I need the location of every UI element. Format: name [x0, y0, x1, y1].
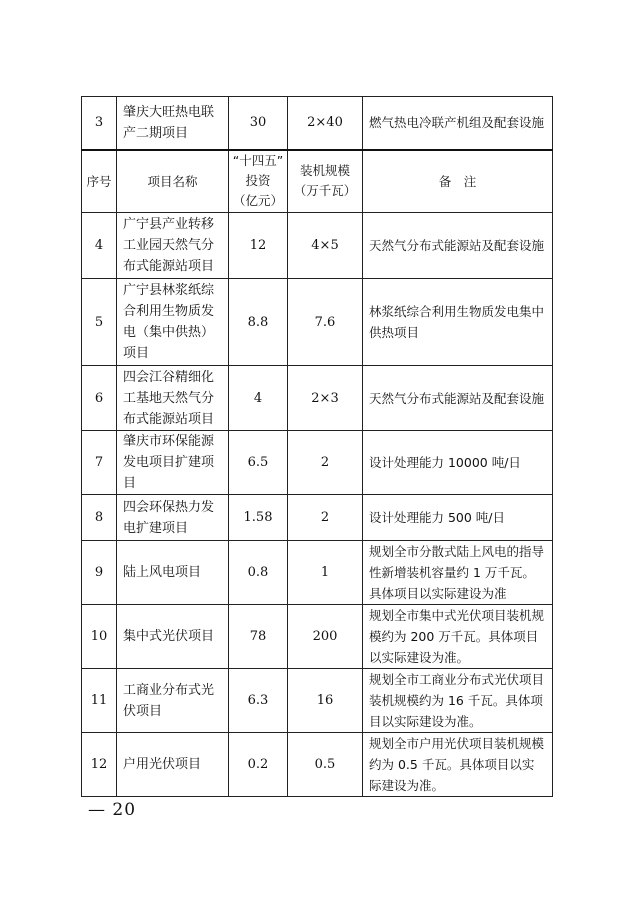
table-row — [82, 279, 553, 366]
row-capacity: 2 — [288, 495, 363, 541]
table-row — [82, 366, 553, 431]
row-capacity: 2×40 — [288, 97, 363, 150]
table-row — [82, 495, 553, 541]
header-investment-line1: “十四五” — [232, 153, 284, 169]
row-remark: 设计处理能力 10000 吨/日 — [363, 431, 553, 495]
header-project-name: 项目名称 — [117, 150, 229, 213]
row-no: 10 — [82, 605, 117, 669]
row-investment: 78 — [229, 605, 288, 669]
row-project-name: 广宁县林浆纸综合利用生物质发电（集中供热）项目 — [117, 279, 229, 366]
row-no: 3 — [82, 97, 117, 150]
row-remark: 天然气分布式能源站及配套设施 — [363, 366, 553, 431]
row-remark: 天然气分布式能源站及配套设施 — [363, 213, 553, 279]
header-capacity — [288, 150, 363, 213]
table-row — [82, 669, 553, 733]
row-remark: 林浆纸综合利用生物质发电集中供热项目 — [363, 279, 553, 366]
table-row — [82, 541, 553, 605]
row-no: 5 — [82, 279, 117, 366]
project-table-body — [82, 97, 553, 797]
row-no: 9 — [82, 541, 117, 605]
row-project-name: 肇庆市环保能源发电项目扩建项目 — [117, 431, 229, 495]
row-no: 7 — [82, 431, 117, 495]
row-investment: 0.2 — [229, 733, 288, 797]
row-no: 8 — [82, 495, 117, 541]
row-project-name: 工商业分布式光伏项目 — [117, 669, 229, 733]
row-remark: 规划全市户用光伏项目装机规模约为 0.5 千瓦。具体项目以实际建设为准。 — [363, 733, 553, 797]
row-investment: 6.5 — [229, 431, 288, 495]
row-remark: 燃气热电冷联产机组及配套设施 — [363, 97, 553, 150]
row-remark: 规划全市分散式陆上风电的指导性新增装机容量约 1 万千瓦。具体项目以实际建设为准 — [363, 541, 553, 605]
table-row — [82, 733, 553, 797]
row-project-name: 户用光伏项目 — [117, 733, 229, 797]
table-row — [82, 97, 553, 150]
row-no: 4 — [82, 213, 117, 279]
row-investment: 1.58 — [229, 495, 288, 541]
row-investment: 30 — [229, 97, 288, 150]
row-investment: 4 — [229, 366, 288, 431]
row-remark: 规划全市集中式光伏项目装机规模约为 200 万千瓦。具体项目以实际建设为准。 — [363, 605, 553, 669]
row-project-name: 集中式光伏项目 — [117, 605, 229, 669]
row-project-name: 四会环保热力发电扩建项目 — [117, 495, 229, 541]
row-investment: 8.8 — [229, 279, 288, 366]
header-investment-line2: 投资 — [245, 173, 271, 189]
header-capacity-line1: 装机规模 — [299, 163, 350, 179]
row-project-name: 四会江谷精细化工基地天然气分布式能源站项目 — [117, 366, 229, 431]
header-remark: 备 注 — [363, 150, 553, 213]
header-capacity-line2: （万千瓦） — [293, 183, 357, 199]
table-header-row — [82, 150, 553, 213]
row-capacity: 7.6 — [288, 279, 363, 366]
row-remark: 设计处理能力 500 吨/日 — [363, 495, 553, 541]
row-capacity: 4×5 — [288, 213, 363, 279]
row-capacity: 16 — [288, 669, 363, 733]
row-investment: 12 — [229, 213, 288, 279]
row-project-name: 肇庆大旺热电联产二期项目 — [117, 97, 229, 150]
row-capacity: 1 — [288, 541, 363, 605]
row-no: 11 — [82, 669, 117, 733]
header-investment-line3: （亿元） — [232, 193, 283, 209]
row-capacity: 2 — [288, 431, 363, 495]
table-row — [82, 431, 553, 495]
row-capacity: 2×3 — [288, 366, 363, 431]
row-project-name: 广宁县产业转移工业园天然气分布式能源站项目 — [117, 213, 229, 279]
page-number: — 20 — [88, 800, 137, 820]
project-table — [81, 96, 553, 797]
row-investment: 0.8 — [229, 541, 288, 605]
row-remark: 规划全市工商业分布式光伏项目装机规模约为 16 千瓦。具体项目以实际建设为准。 — [363, 669, 553, 733]
row-investment: 6.3 — [229, 669, 288, 733]
table-row — [82, 213, 553, 279]
row-no: 6 — [82, 366, 117, 431]
table-row — [82, 605, 553, 669]
row-no: 12 — [82, 733, 117, 797]
row-project-name: 陆上风电项目 — [117, 541, 229, 605]
row-capacity: 200 — [288, 605, 363, 669]
row-capacity: 0.5 — [288, 733, 363, 797]
header-no: 序号 — [82, 150, 117, 213]
header-investment — [229, 150, 288, 213]
